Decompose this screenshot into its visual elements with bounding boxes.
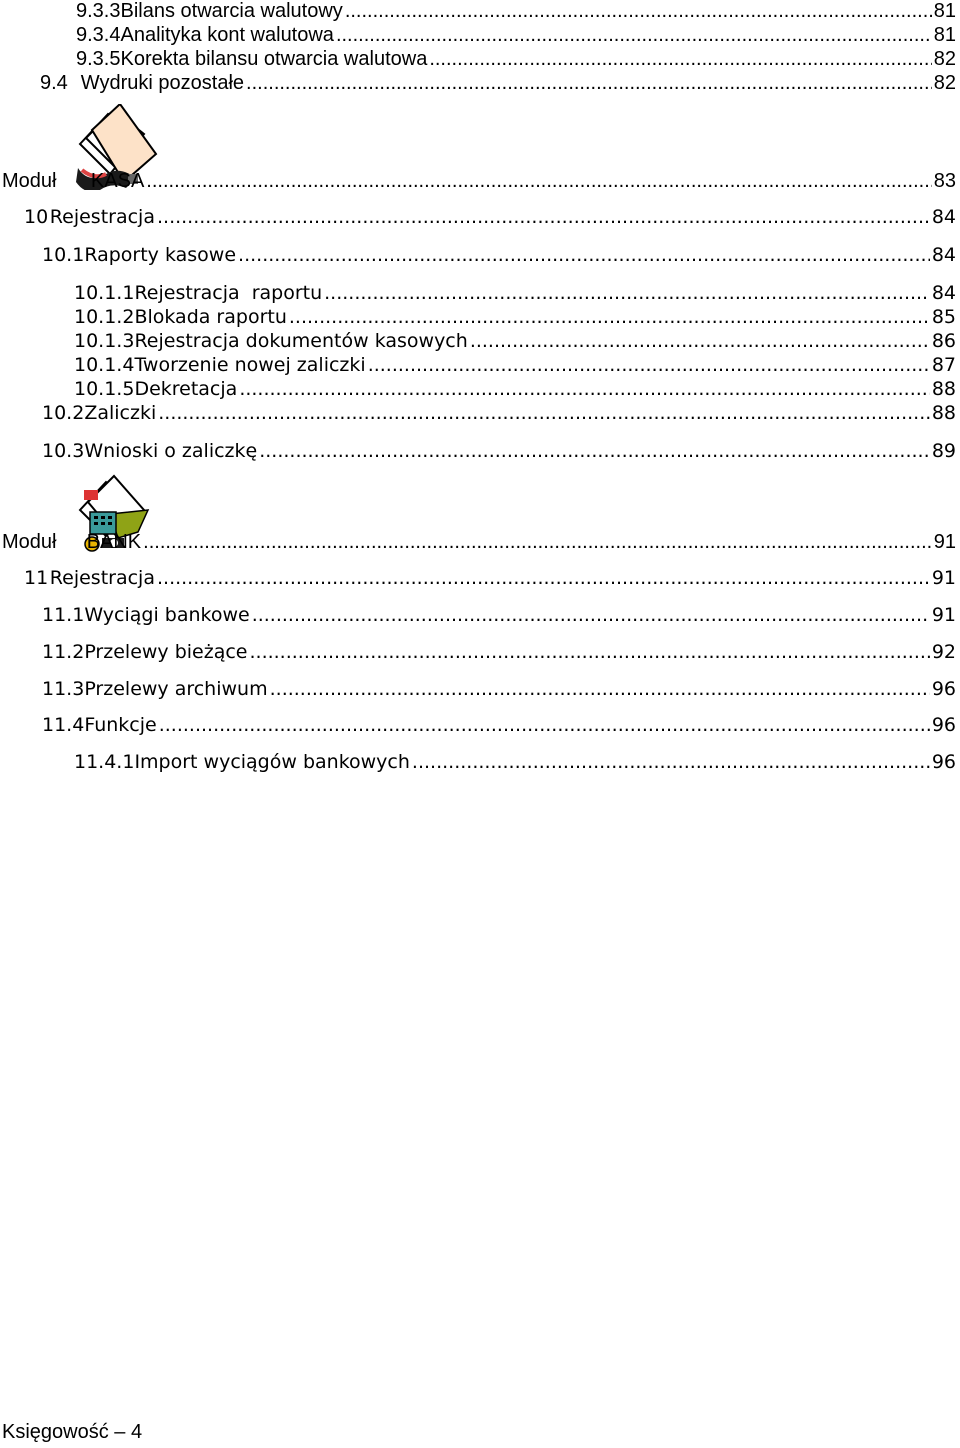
toc-label: Raporty kasowe xyxy=(84,244,237,266)
toc-page: 84 xyxy=(931,282,956,304)
toc-row[interactable] xyxy=(42,641,956,669)
toc-number: 11 xyxy=(24,567,49,589)
toc-label: Rejestracja xyxy=(49,567,155,589)
module-row-kasa[interactable] xyxy=(2,170,956,198)
toc-leader xyxy=(238,244,930,266)
toc-number: 9.3.5 xyxy=(76,48,121,70)
toc-page: 89 xyxy=(931,440,956,462)
toc-page: 81 xyxy=(933,0,956,22)
toc-label: Funkcje xyxy=(84,714,157,736)
toc-leader xyxy=(157,206,930,228)
toc-number: 10 xyxy=(24,206,49,228)
toc-leader xyxy=(146,170,931,193)
toc-leader xyxy=(239,378,930,400)
toc-number: 11.4.1 xyxy=(74,751,135,773)
toc-label: Import wyciągów bankowych xyxy=(134,751,410,773)
toc-leader xyxy=(259,440,930,462)
toc-label: Rejestracja xyxy=(49,206,155,228)
toc-page: 81 xyxy=(933,24,956,46)
toc-label: Dekretacja xyxy=(134,378,238,400)
toc-page: 96 xyxy=(931,751,956,773)
toc-page: 82 xyxy=(933,48,956,70)
toc-label: Blokada raportu xyxy=(134,306,287,328)
toc-page: 88 xyxy=(931,378,956,400)
module-row-bank[interactable] xyxy=(2,531,956,559)
toc-number: 11.4 xyxy=(42,714,85,736)
toc-leader xyxy=(429,48,931,71)
toc-row[interactable] xyxy=(42,440,956,468)
page-footer: Księgowość – 4 xyxy=(2,1421,143,1443)
toc-row[interactable] xyxy=(40,72,956,100)
toc-label: Zaliczki xyxy=(84,402,157,424)
module-prefix: Moduł xyxy=(2,531,57,553)
toc-page: 96 xyxy=(931,678,956,700)
toc-row[interactable] xyxy=(42,604,956,632)
toc-leader xyxy=(412,751,930,773)
toc-label: Rejestracja raportu xyxy=(134,282,323,304)
toc-page: 84 xyxy=(931,206,956,228)
toc-page: 83 xyxy=(933,170,956,192)
toc-row[interactable] xyxy=(42,402,956,430)
toc-leader xyxy=(368,354,930,376)
toc-page: 82 xyxy=(933,72,956,94)
toc-page: 96 xyxy=(931,714,956,736)
toc-row[interactable] xyxy=(24,567,956,595)
toc-label: Przelewy bieżące xyxy=(84,641,248,663)
toc-row[interactable] xyxy=(42,714,956,742)
toc-label: Wydruki pozostałe xyxy=(80,72,245,94)
toc-page: 92 xyxy=(931,641,956,663)
toc-leader xyxy=(252,604,930,626)
toc-label: Korekta bilansu otwarcia walutowa xyxy=(120,48,428,70)
toc-page: 88 xyxy=(931,402,956,424)
toc-leader xyxy=(246,72,932,95)
module-label: KASA xyxy=(90,170,145,192)
module-label: BANK xyxy=(86,531,142,553)
toc-leader xyxy=(270,678,930,700)
toc-number: 9.4 xyxy=(40,72,68,94)
toc-number: 10.1.3 xyxy=(74,330,135,352)
toc-number: 9.3.4 xyxy=(76,24,121,46)
toc-row[interactable] xyxy=(42,244,956,272)
toc-leader xyxy=(143,531,932,554)
toc-label: Wyciągi bankowe xyxy=(84,604,250,626)
toc-page: 91 xyxy=(931,604,956,626)
toc-page: 91 xyxy=(931,567,956,589)
toc-number: 10.1.2 xyxy=(74,306,135,328)
toc-leader xyxy=(159,714,930,736)
toc-page: 84 xyxy=(931,244,956,266)
toc-label: Rejestracja dokumentów kasowych xyxy=(134,330,468,352)
toc-number: 10.3 xyxy=(42,440,85,462)
toc-number: 11.3 xyxy=(42,678,85,700)
toc-leader xyxy=(324,282,930,304)
toc-page: 87 xyxy=(931,354,956,376)
toc-row[interactable] xyxy=(74,751,956,779)
toc-number: 11.1 xyxy=(42,604,85,626)
toc-row[interactable] xyxy=(42,678,956,706)
toc-row[interactable] xyxy=(24,206,956,234)
toc-leader xyxy=(158,402,930,424)
toc-number: 11.2 xyxy=(42,641,85,663)
toc-number: 9.3.3 xyxy=(76,0,121,22)
toc-page: 85 xyxy=(931,306,956,328)
toc-number: 10.2 xyxy=(42,402,85,424)
toc-label: Analityka kont walutowa xyxy=(120,24,334,46)
toc-page: 91 xyxy=(933,531,956,553)
toc-leader xyxy=(289,306,930,328)
toc-label: Bilans otwarcia walutowy xyxy=(120,0,343,22)
toc-label: Wnioski o zaliczkę xyxy=(84,440,258,462)
toc-page: 86 xyxy=(931,330,956,352)
toc-leader xyxy=(345,0,932,23)
module-prefix: Moduł xyxy=(2,170,57,192)
toc-leader xyxy=(470,330,930,352)
toc-number: 10.1.5 xyxy=(74,378,135,400)
toc-label: Tworzenie nowej zaliczki xyxy=(134,354,366,376)
toc-leader xyxy=(336,24,932,47)
toc-label: Przelewy archiwum xyxy=(84,678,268,700)
toc-leader xyxy=(157,567,930,589)
toc-number: 10.1 xyxy=(42,244,85,266)
toc-number: 10.1.1 xyxy=(74,282,135,304)
toc-leader xyxy=(249,641,929,663)
toc-number: 10.1.4 xyxy=(74,354,135,376)
